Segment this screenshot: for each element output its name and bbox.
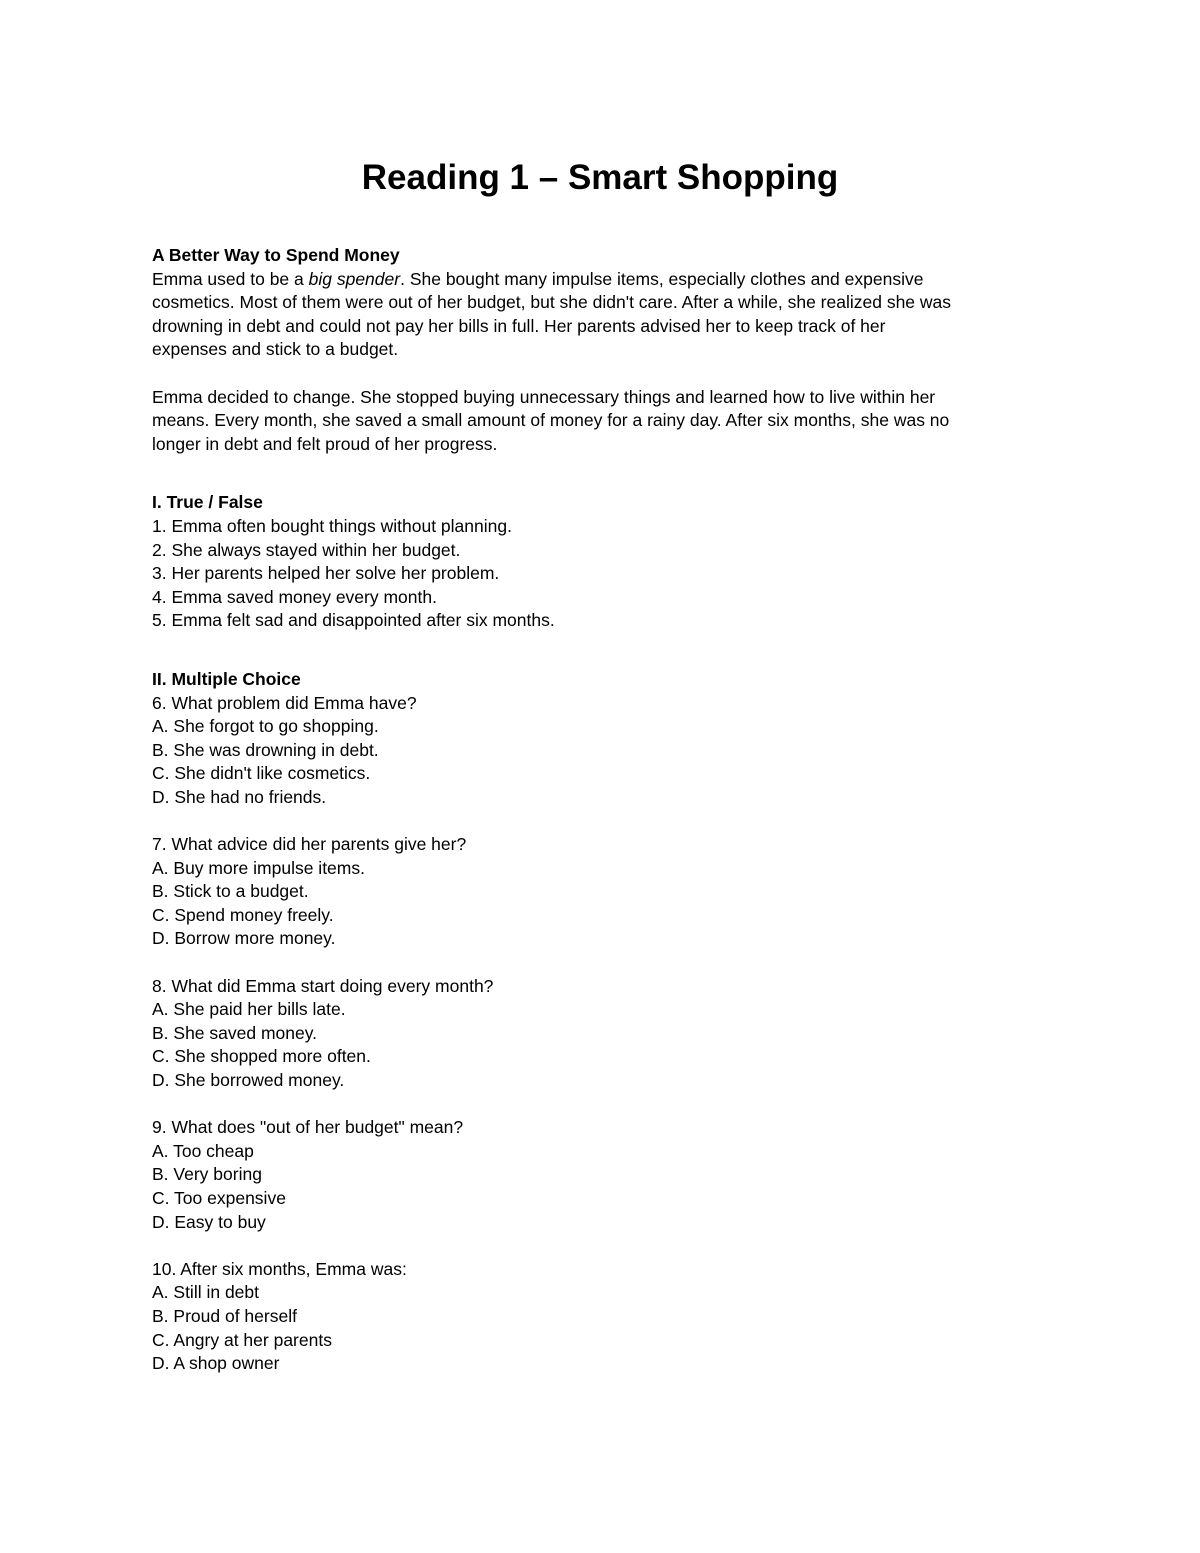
question-block xyxy=(152,692,1072,810)
answer-option: A. She forgot to go shopping. xyxy=(152,716,379,737)
passage-line: longer in debt and felt proud of her progress. xyxy=(152,433,498,454)
tf-item: 2. She always stayed within her budget. xyxy=(152,539,461,560)
question-text: 9. What does "out of her budget" mean? xyxy=(152,1117,464,1138)
true-false-section xyxy=(152,491,1072,633)
passage-line xyxy=(152,268,1072,292)
question-block xyxy=(152,1116,1072,1234)
answer-option: B. She was drowning in debt. xyxy=(152,739,379,760)
question-text: 10. After six months, Emma was: xyxy=(152,1258,407,1279)
answer-option: C. She didn't like cosmetics. xyxy=(152,763,371,784)
answer-option: A. She paid her bills late. xyxy=(152,999,346,1020)
spacer xyxy=(152,809,1072,833)
answer-option: D. She borrowed money. xyxy=(152,1070,345,1090)
passage-line: drowning in debt and could not pay her bills in full. Her parents advised her to keep track of her xyxy=(152,315,886,336)
passage-line: cosmetics. Most of them were out of her budget, but she didn't care. After a while, she realized she was xyxy=(152,292,952,313)
spacer xyxy=(152,1093,1072,1117)
question-text: 7. What advice did her parents give her? xyxy=(152,834,467,855)
question-block xyxy=(152,833,1072,951)
passage-text: . She bought many impulse items, especially clothes and expensive xyxy=(400,268,924,289)
spacer xyxy=(152,633,1072,668)
tf-item: 1. Emma often bought things without planning. xyxy=(152,515,512,536)
answer-option: D. Borrow more money. xyxy=(152,928,336,949)
passage-line: means. Every month, she saved a small amount of money for a rainy day. After six months, she was no xyxy=(152,410,950,431)
answer-option: D. A shop owner xyxy=(152,1353,280,1374)
answer-option: B. Very boring xyxy=(152,1164,262,1185)
tf-item: 3. Her parents helped her solve her problem. xyxy=(152,563,500,584)
spacer xyxy=(152,951,1072,975)
spacer xyxy=(152,362,1072,386)
tf-item: 4. Emma saved money every month. xyxy=(152,586,437,607)
tf-item: 5. Emma felt sad and disappointed after six months. xyxy=(152,610,555,631)
page-title: Reading 1 – Smart Shopping xyxy=(361,158,839,197)
answer-option: C. Too expensive xyxy=(152,1187,286,1208)
answer-option: B. Stick to a budget. xyxy=(152,881,309,902)
passage-heading: A Better Way to Spend Money xyxy=(152,245,400,265)
section-heading-multiple-choice: II. Multiple Choice xyxy=(152,668,301,689)
spacer xyxy=(152,456,1072,491)
spacer xyxy=(152,1234,1072,1258)
reading-passage xyxy=(152,244,1072,456)
section-heading-true-false: I. True / False xyxy=(152,492,263,513)
passage-text: Emma used to be a xyxy=(152,268,309,289)
answer-option: A. Too cheap xyxy=(152,1140,254,1161)
answer-option: A. Buy more impulse items. xyxy=(152,857,365,878)
document-content xyxy=(152,244,1072,1376)
answer-option: C. She shopped more often. xyxy=(152,1046,371,1067)
answer-option: B. She saved money. xyxy=(152,1022,318,1043)
multiple-choice-section xyxy=(152,668,1072,1376)
passage-italic-term: big spender xyxy=(308,268,401,289)
question-block xyxy=(152,975,1072,1093)
question-text: 6. What problem did Emma have? xyxy=(152,692,417,713)
answer-option: C. Angry at her parents xyxy=(152,1329,332,1350)
answer-option: D. Easy to buy xyxy=(152,1211,266,1232)
answer-option: C. Spend money freely. xyxy=(152,904,334,925)
passage-line: expenses and stick to a budget. xyxy=(152,339,399,360)
answer-option: B. Proud of herself xyxy=(152,1305,297,1326)
question-text: 8. What did Emma start doing every month? xyxy=(152,975,494,996)
question-block xyxy=(152,1258,1072,1376)
passage-line: Emma decided to change. She stopped buying unnecessary things and learned how to live within her xyxy=(152,386,936,407)
answer-option: A. Still in debt xyxy=(152,1282,259,1303)
answer-option: D. She had no friends. xyxy=(152,786,327,807)
